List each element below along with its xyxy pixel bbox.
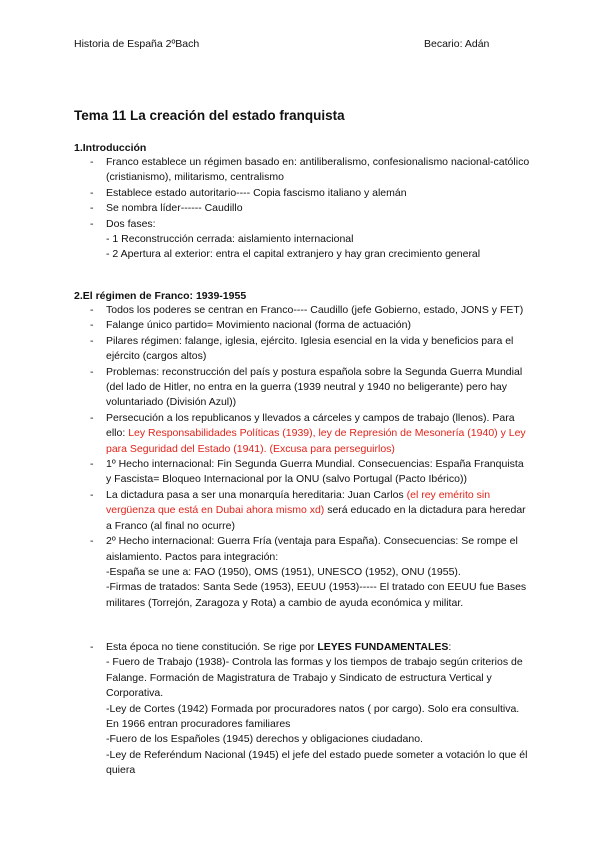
list-item-leyes: - Esta época no tiene constitución. Se rige por LEYES FUNDAMENTALES: - Fuero de Trabajo (1938)- Controla las formas y los tiempos de trabajo según criterios de Falange. Formación de Magistratura de Trabajo y Sindicato de estructura Vertical y Corporativa. -Ley de Cortes (1942) Formada por procuradores natos ( por cargo). Solo era consultiva. En 1966 entran procuradores familiares -Fuero de los Españoles (1945) derechos y obligaciones ciudadano. -Ley de Referéndum Nacional (1945) el jefe del estado puede someter a votación lo que él quiera bbox=[90, 640, 530, 779]
treaties-line: -Firmas de tratados: Santa Sede (1953), EEUU (1953)----- El tratado con EEUU fue Bases militares (Torrejón, Zaragoza y Rota) a cambio de ayuda económica y militar. bbox=[106, 581, 527, 609]
header-author: Becario: Adán bbox=[424, 38, 490, 50]
list-item: - Problemas: reconstrucción del país y postura española sobre la Segunda Guerra Mundial (del lado de Hitler, no entra en la guerra (1939 neutral y 1940 no beligerante) pero hay voluntariado (División Azul)) bbox=[90, 365, 523, 409]
leyes-list bbox=[90, 640, 530, 779]
section2-list bbox=[90, 303, 530, 611]
section1-list bbox=[90, 155, 530, 263]
leyes-fundamentales-label: LEYES FUNDAMENTALES bbox=[317, 641, 449, 653]
list-item-dictadura: - La dictadura pasa a ser una monarquía hereditaria: Juan Carlos (el rey emérito sin vergüenza que está en Dubai ahora mismo xd) será educado en la dictadura para heredar a Franco (al final no ocurre) bbox=[90, 488, 526, 532]
list-item: - Dos fases: - 1 Reconstrucción cerrada: aislamiento internacional - 2 Apertura al exterior: entra el capital extranjero y hay gran crecimiento general bbox=[90, 217, 530, 263]
list-item: - 1º Hecho internacional: Fin Segunda Guerra Mundial. Consecuencias: España Franquista y Fascista= Bloqueo Internacional por la ONU (salvo Portugal (Pacto Ibérico)) bbox=[90, 458, 524, 486]
phase-1: - 1 Reconstrucción cerrada: aislamiento internacional bbox=[106, 233, 354, 246]
section-heading-introduccion: 1.Introducción bbox=[74, 142, 147, 154]
ley-line: -Ley de Referéndum Nacional (1945) el jefe del estado puede someter a votación lo que él quiera bbox=[106, 748, 528, 777]
list-item: - Franco establece un régimen basado en: antiliberalismo, confesionalismo nacional-católico (cristianismo), militarismo, centralismo bbox=[90, 156, 530, 184]
ley-line: -Ley de Cortes (1942) Formada por procuradores natos ( por cargo). Solo era consultiva. En 1966 entran procuradores familiares bbox=[106, 702, 520, 731]
red-highlight-comment: (el rey emérito sin vergüenza que está en Dubai ahora mismo xd) bbox=[106, 488, 491, 517]
list-item: - Falange único partido= Movimiento nacional (forma de actuación) bbox=[90, 319, 411, 332]
list-item-persecucion: - Persecución a los republicanos y llevados a cárceles y campos de trabajo (llenos). Para ello: Ley Responsabilidades Políticas (1939), ley de Represión de Mesonería (1940) y Ley para Seguridad del Estado (1941). (Excusa para perseguirlos) bbox=[90, 411, 526, 455]
ley-line: - Fuero de Trabajo (1938)- Controla las formas y los tiempos de trabajo según criterios de Falange. Formación de Magistratura de Trabajo y Sindicato de estructura Vertical y Corporativa. bbox=[106, 656, 523, 700]
list-item-hecho2: - 2º Hecho internacional: Guerra Fría (ventaja para España). Consecuencias: Se rompe el aislamiento. Pactos para integración: -España se une a: FAO (1950), OMS (1951), UNESCO (1952), ONU (1955). -Firmas de tratados: Santa Sede (1953), EEUU (1953)----- El tratado con EEUU fue Bases militares (Torrejón, Zaragoza y Rota) a cambio de ayuda económica y militar. bbox=[90, 534, 530, 611]
red-highlight-laws: Ley Responsabilidades Políticas (1939), ley de Represión de Mesonería (1940) y Ley para Seguridad del Estado (1941). (Excusa para perseguirlos) bbox=[106, 427, 526, 455]
list-item: - Se nombra líder------ Caudillo bbox=[90, 202, 243, 215]
list-item: - Pilares régimen: falange, iglesia, ejército. Iglesia esencial en la vida y beneficios para el ejército (cargos altos) bbox=[90, 334, 514, 363]
document-title: Tema 11 La creación del estado franquista bbox=[74, 108, 345, 123]
list-item: - Todos los poderes se centran en Franco---- Caudillo (jefe Gobierno, estado, JONS y FET) bbox=[90, 304, 524, 316]
list-item: - Establece estado autoritario---- Copia fascismo italiano y alemán bbox=[90, 186, 407, 199]
section-heading-regimen: 2.El régimen de Franco: 1939-1955 bbox=[74, 290, 247, 302]
ley-line: -Fuero de los Españoles (1945) derechos y obligaciones ciudadano. bbox=[106, 733, 423, 746]
phase-2: - 2 Apertura al exterior: entra el capital extranjero y hay gran crecimiento general bbox=[106, 248, 481, 261]
integration-line: -España se une a: FAO (1950), OMS (1951), UNESCO (1952), ONU (1955). bbox=[106, 565, 461, 578]
header-subject: Historia de España 2ºBach bbox=[74, 38, 200, 50]
